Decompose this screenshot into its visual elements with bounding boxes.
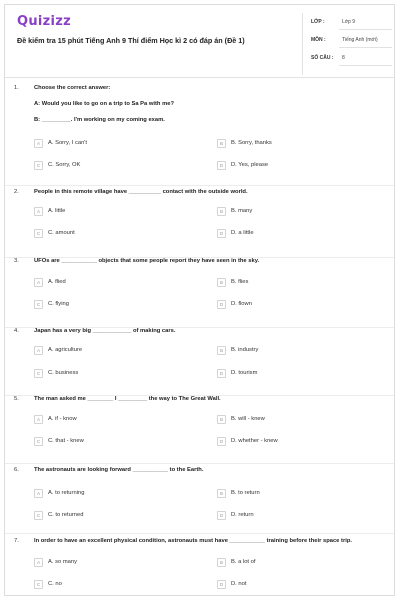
- question-text: B: _________. I'm working on my coming exam.: [34, 117, 165, 123]
- question-text: The man asked me ________ I _________ the way to The Great Wall.: [34, 396, 221, 402]
- question-number: 3.: [14, 258, 19, 264]
- option-text: D. a little: [231, 230, 254, 236]
- question-7: [5, 533, 395, 596]
- option-letter: A: [34, 278, 43, 287]
- quizizz-logo[interactable]: Quizizz: [17, 14, 72, 29]
- question-text: UFOs are ___________ objects that some people report they have seen in the sky.: [34, 258, 260, 264]
- option-letter: B: [217, 489, 226, 498]
- option-text: C. Sorry, OK: [48, 162, 81, 168]
- question-number: 5.: [14, 396, 19, 402]
- option-letter: C: [34, 437, 43, 446]
- option-text: B. many: [231, 208, 253, 214]
- option-letter: D: [217, 511, 226, 520]
- option-text: C. that - knew: [48, 438, 84, 444]
- option-text: A. agriculture: [48, 347, 83, 353]
- question-number: 2.: [14, 189, 19, 195]
- worksheet-page: [4, 4, 395, 596]
- option-text: B. a lot of: [231, 559, 256, 565]
- option-letter: B: [217, 415, 226, 424]
- question-4: [5, 327, 395, 396]
- worksheet-title: Đề kiểm tra 15 phút Tiếng Anh 9 Thí điểm Học kì 2 có đáp án (Đề 1): [17, 36, 245, 45]
- option-text: B. Sorry, thanks: [231, 140, 272, 146]
- option-letter: A: [34, 346, 43, 355]
- option-letter: A: [34, 207, 43, 216]
- option-text: B. to return: [231, 490, 260, 496]
- meta-row-grade: [303, 13, 395, 30]
- option-letter: D: [217, 369, 226, 378]
- option-text: A. flied: [48, 279, 66, 285]
- option-letter: A: [34, 139, 43, 148]
- option-letter: A: [34, 415, 43, 424]
- option-text: B. will - knew: [231, 416, 265, 422]
- option-letter: C: [34, 300, 43, 309]
- meta-key: LỚP :: [311, 19, 325, 25]
- meta-key: SỐ CÂU :: [311, 55, 334, 61]
- option-letter: C: [34, 161, 43, 170]
- question-3: [5, 257, 395, 328]
- meta-row-count: [303, 49, 395, 66]
- option-text: B. industry: [231, 347, 259, 353]
- question-text: In order to have an excellent physical condition, astronauts must have ___________ training before their space trip.: [34, 538, 352, 544]
- option-text: B. flies: [231, 279, 249, 285]
- worksheet-header: [5, 5, 394, 78]
- question-5: [5, 395, 395, 464]
- question-text: People in this remote village have __________ contact with the outside world.: [34, 189, 248, 195]
- question-text: Choose the correct answer:: [34, 85, 111, 91]
- option-letter: B: [217, 346, 226, 355]
- option-text: C. business: [48, 370, 79, 376]
- question-number: 4.: [14, 328, 19, 334]
- option-text: D. Yes, please: [231, 162, 269, 168]
- question-text: Japan has a very big ____________ of making cars.: [34, 328, 176, 334]
- option-text: A. if - know: [48, 416, 77, 422]
- option-letter: C: [34, 511, 43, 520]
- question-text: A: Would you like to go on a trip to Sa Pa with me?: [34, 101, 174, 107]
- option-text: C. amount: [48, 230, 75, 236]
- option-text: A. little: [48, 208, 66, 214]
- option-letter: A: [34, 489, 43, 498]
- option-letter: B: [217, 558, 226, 567]
- option-text: A. to returning: [48, 490, 85, 496]
- option-letter: D: [217, 437, 226, 446]
- option-letter: C: [34, 369, 43, 378]
- option-letter: A: [34, 558, 43, 567]
- option-text: D. whether - knew: [231, 438, 278, 444]
- option-text: D. tourism: [231, 370, 258, 376]
- option-text: D. return: [231, 512, 254, 518]
- question-number: 7.: [14, 538, 19, 544]
- question-text: The astronauts are looking forward ___________ to the Earth.: [34, 467, 204, 473]
- option-letter: B: [217, 139, 226, 148]
- meta-key: MÔN :: [311, 37, 326, 43]
- worksheet-meta: [302, 13, 395, 75]
- option-text: A. so many: [48, 559, 77, 565]
- option-letter: D: [217, 580, 226, 589]
- question-number: 1.: [14, 85, 19, 91]
- question-2: [5, 185, 395, 258]
- question-number: 6.: [14, 467, 19, 473]
- question-6: [5, 463, 395, 534]
- meta-value: Tiếng Anh (mới): [342, 37, 378, 43]
- option-text: D. flown: [231, 301, 252, 307]
- question-1: [5, 77, 395, 186]
- option-letter: B: [217, 207, 226, 216]
- option-letter: C: [34, 229, 43, 238]
- option-text: C. flying: [48, 301, 69, 307]
- option-text: D. not: [231, 581, 247, 587]
- option-text: C. no: [48, 581, 62, 587]
- option-letter: C: [34, 580, 43, 589]
- meta-value: Lớp 9: [342, 19, 356, 25]
- meta-value: 8: [342, 55, 345, 61]
- option-letter: D: [217, 229, 226, 238]
- option-text: C. to returned: [48, 512, 84, 518]
- option-letter: B: [217, 278, 226, 287]
- option-text: A. Sorry, I can't: [48, 140, 88, 146]
- option-letter: D: [217, 161, 226, 170]
- meta-row-subject: [303, 31, 395, 48]
- option-letter: D: [217, 300, 226, 309]
